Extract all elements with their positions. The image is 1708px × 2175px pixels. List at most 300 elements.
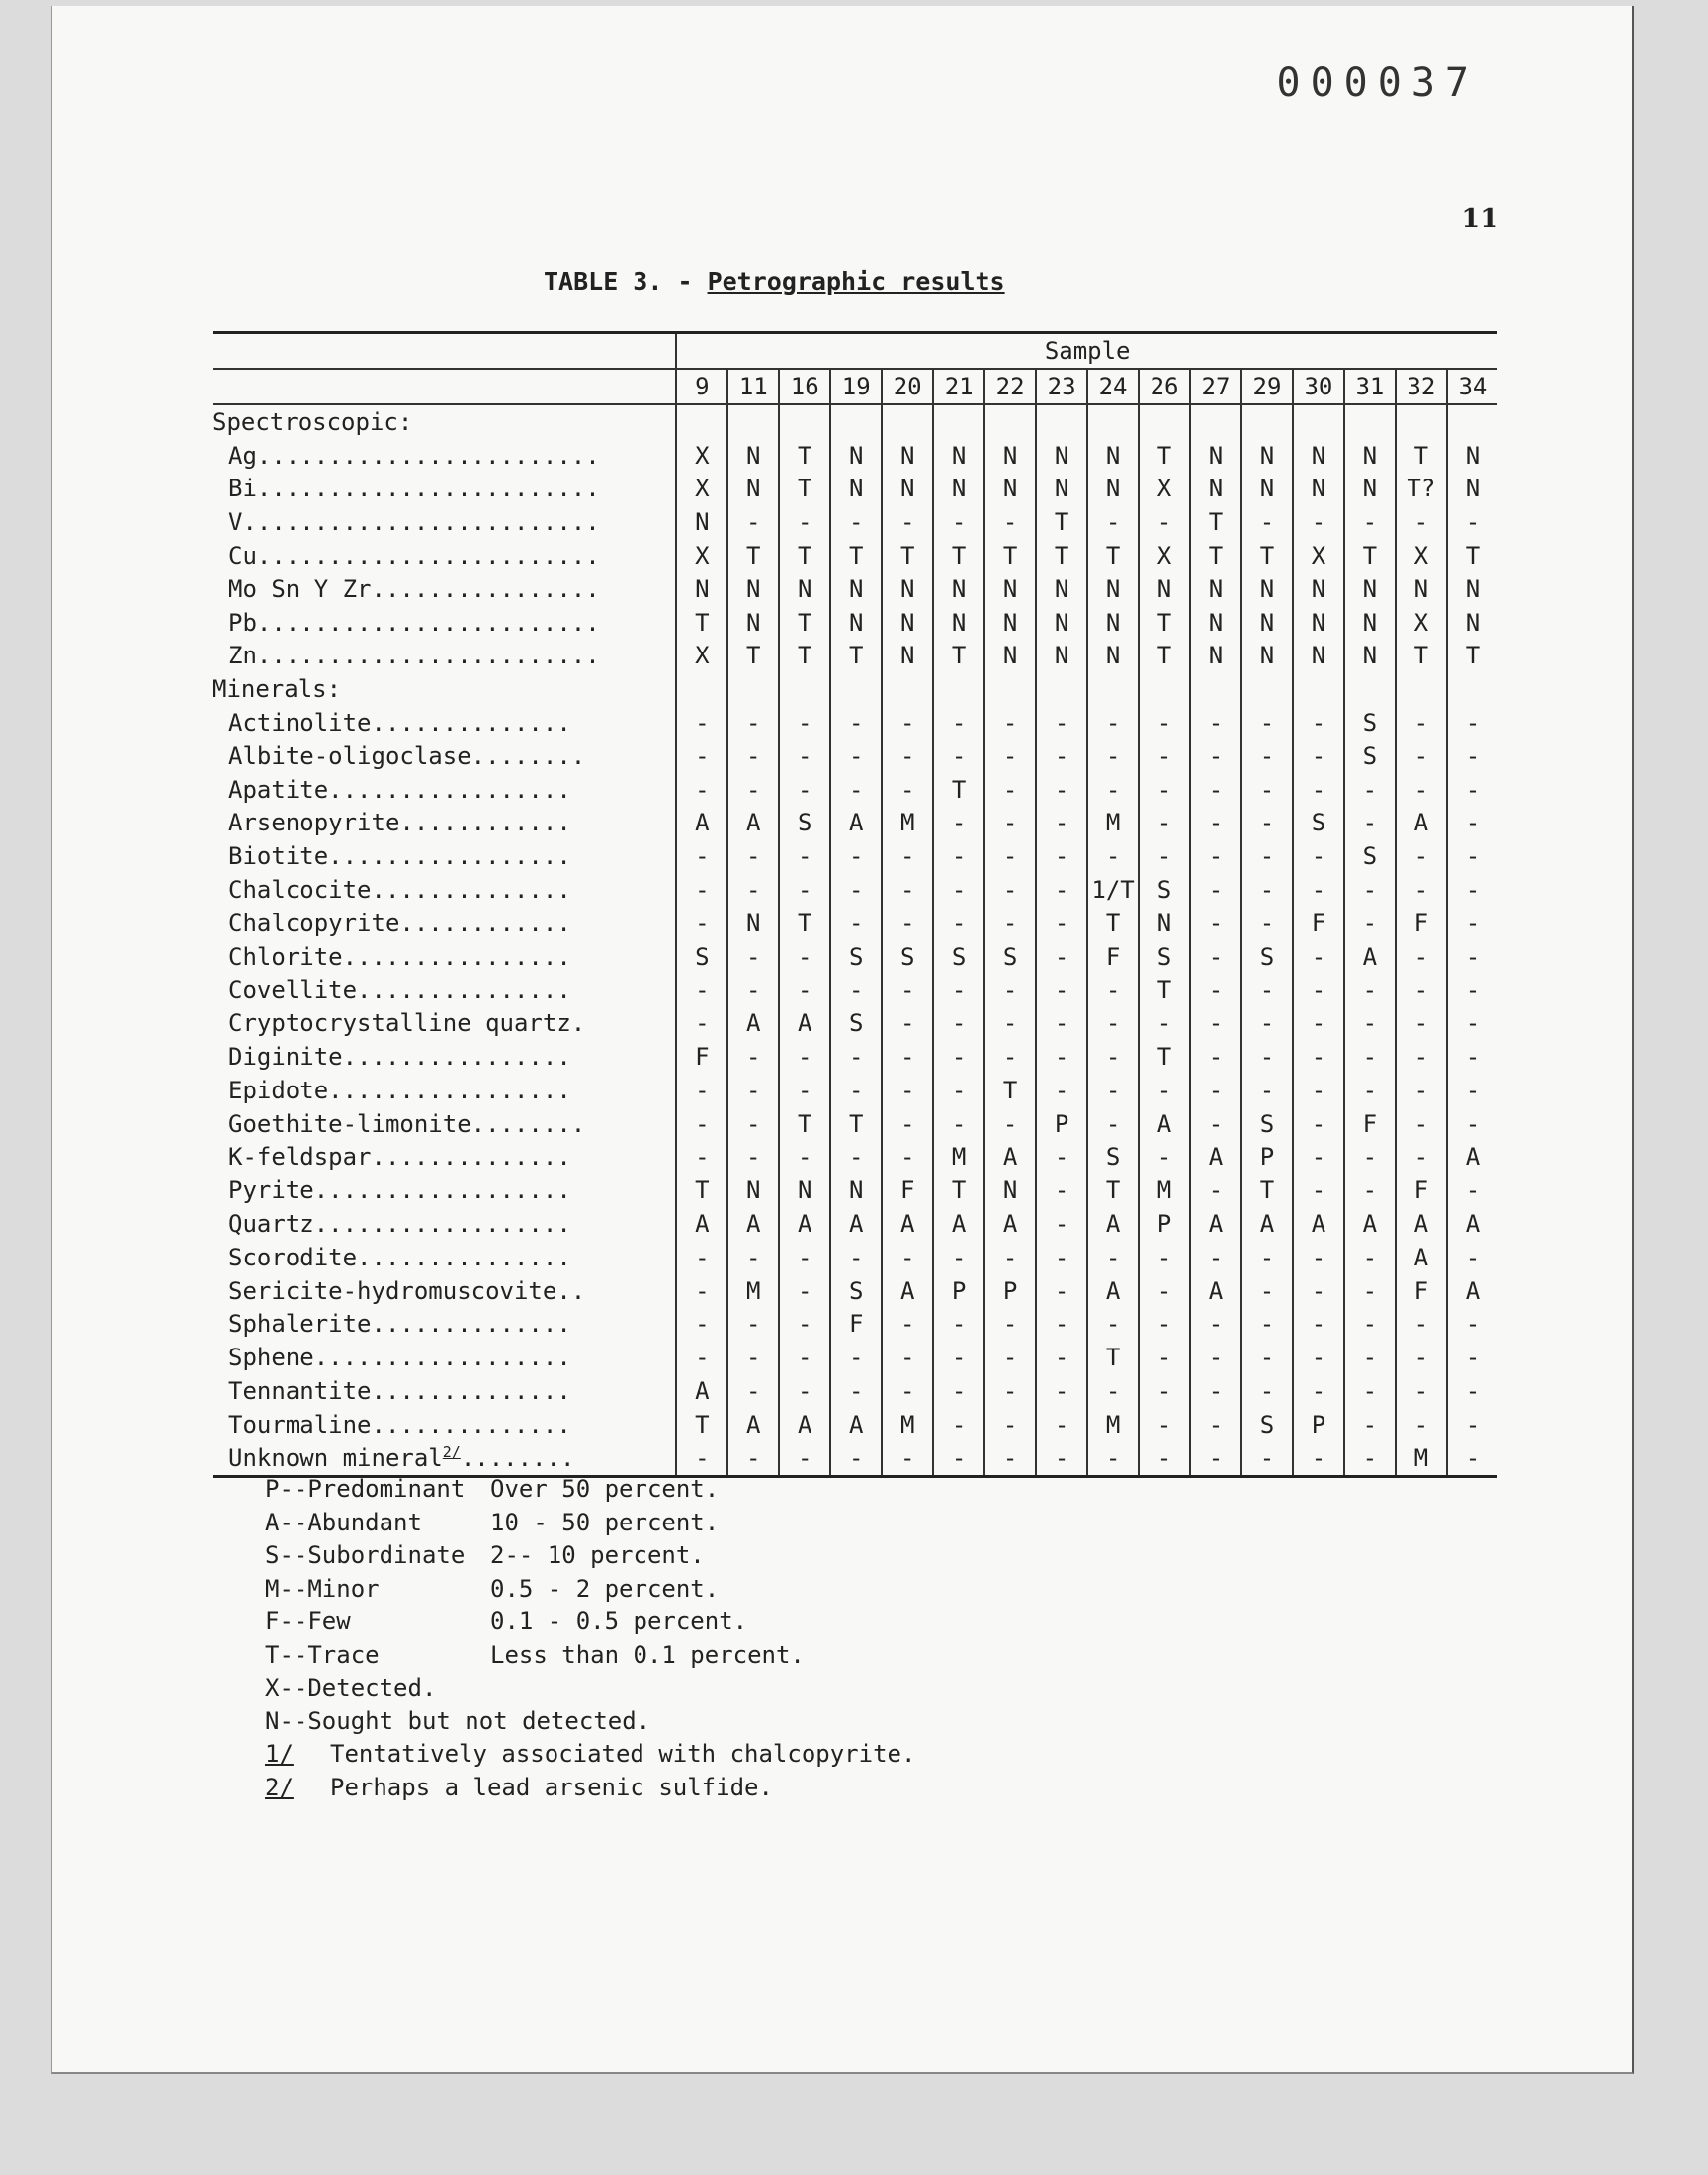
table-cell: - bbox=[1293, 940, 1344, 974]
table-cell: - bbox=[779, 1441, 830, 1476]
footnote-text: Perhaps a lead arsenic sulfide. bbox=[330, 1773, 773, 1801]
table-cell: A bbox=[830, 1408, 882, 1441]
row-label bbox=[213, 1308, 676, 1342]
table-cell: - bbox=[779, 1074, 830, 1107]
table-cell: - bbox=[1139, 1006, 1190, 1040]
empty-cell bbox=[1190, 404, 1241, 439]
table-cell: - bbox=[1396, 1408, 1447, 1441]
table-cell: - bbox=[1396, 1374, 1447, 1408]
table-cell: N bbox=[1190, 572, 1241, 606]
table-cell: N bbox=[1396, 572, 1447, 606]
table-cell: A bbox=[1087, 1274, 1139, 1308]
table-cell: - bbox=[676, 1107, 727, 1141]
table-cell: - bbox=[1396, 740, 1447, 773]
empty-cell bbox=[1087, 672, 1139, 706]
table-cell: - bbox=[1344, 1274, 1396, 1308]
table-cell: T bbox=[1087, 539, 1139, 572]
row-label-text: Covellite............... bbox=[228, 976, 571, 1004]
table-cell: - bbox=[1447, 1174, 1497, 1207]
table-cell: - bbox=[830, 1441, 882, 1476]
table-cell: - bbox=[1293, 1341, 1344, 1374]
legend-item bbox=[265, 1639, 915, 1673]
table-cell: N bbox=[882, 640, 933, 673]
table-cell: - bbox=[1447, 1341, 1497, 1374]
table-cell: N bbox=[1241, 640, 1293, 673]
table-cell: - bbox=[1344, 1141, 1396, 1174]
table-header-row bbox=[213, 333, 1497, 370]
row-label bbox=[213, 1374, 676, 1408]
sample-number: 16 bbox=[779, 369, 830, 404]
row-label bbox=[213, 1074, 676, 1107]
table-cell: N bbox=[727, 473, 779, 506]
table-cell: T bbox=[1139, 606, 1190, 640]
empty-cell bbox=[727, 404, 779, 439]
table-cell: N bbox=[1344, 439, 1396, 473]
table-cell: T bbox=[1241, 539, 1293, 572]
sample-number: 32 bbox=[1396, 369, 1447, 404]
table-cell: A bbox=[984, 1207, 1036, 1241]
table-cell: T bbox=[779, 439, 830, 473]
legend-code: S--Subordinate bbox=[265, 1541, 466, 1569]
table-cell: P bbox=[1036, 1107, 1087, 1141]
table-row bbox=[213, 1241, 1497, 1274]
table-cell: - bbox=[1190, 1241, 1241, 1274]
table-cell: - bbox=[676, 1441, 727, 1476]
table-cell: - bbox=[676, 873, 727, 907]
table-cell: A bbox=[933, 1207, 984, 1241]
row-label-text: Tourmaline.............. bbox=[228, 1410, 571, 1438]
table-cell: - bbox=[727, 1341, 779, 1374]
table-cell: T bbox=[1396, 640, 1447, 673]
table-cell: T bbox=[882, 539, 933, 572]
table-cell: A bbox=[830, 1207, 882, 1241]
table-cell: - bbox=[1139, 1374, 1190, 1408]
table-cell: - bbox=[984, 839, 1036, 873]
table-cell: - bbox=[933, 1408, 984, 1441]
table-cell: - bbox=[1139, 1141, 1190, 1174]
table-cell: - bbox=[1293, 1308, 1344, 1342]
table-cell: - bbox=[779, 873, 830, 907]
footnote-number: 1/ bbox=[265, 1740, 294, 1768]
table-cell: - bbox=[1036, 1241, 1087, 1274]
table-cell: - bbox=[1241, 773, 1293, 807]
table-cell: - bbox=[1036, 839, 1087, 873]
table-cell: - bbox=[1036, 1207, 1087, 1241]
row-label-text: Zn........................ bbox=[228, 642, 600, 670]
table-row bbox=[213, 807, 1497, 840]
table-cell: A bbox=[779, 1408, 830, 1441]
table-cell: - bbox=[1087, 839, 1139, 873]
legend-code: P--Predominant bbox=[265, 1475, 466, 1503]
row-label bbox=[213, 740, 676, 773]
row-label-text: V......................... bbox=[228, 508, 600, 537]
footnote-ref: 2/ bbox=[442, 1443, 461, 1462]
table-cell: A bbox=[984, 1141, 1036, 1174]
table-cell: N bbox=[1344, 473, 1396, 506]
table-cell: T bbox=[933, 640, 984, 673]
row-label bbox=[213, 1441, 676, 1476]
table-cell: - bbox=[1190, 807, 1241, 840]
table-cell: - bbox=[727, 1241, 779, 1274]
table-cell: N bbox=[984, 606, 1036, 640]
table-cell: - bbox=[1344, 974, 1396, 1007]
table-cell: P bbox=[1139, 1207, 1190, 1241]
empty-cell bbox=[1036, 404, 1087, 439]
table-cell: - bbox=[1447, 1107, 1497, 1141]
table-cell: - bbox=[1087, 1308, 1139, 1342]
legend-item bbox=[265, 1606, 915, 1639]
table-cell: - bbox=[1293, 1374, 1344, 1408]
table-cell: - bbox=[984, 1040, 1036, 1074]
table-cell: T bbox=[933, 539, 984, 572]
table-cell: - bbox=[933, 1374, 984, 1408]
table-title-prefix: TABLE 3. - bbox=[544, 267, 693, 296]
petrographic-table bbox=[213, 331, 1497, 1478]
table-cell: - bbox=[1447, 706, 1497, 740]
table-cell: - bbox=[779, 1141, 830, 1174]
table-cell: N bbox=[727, 572, 779, 606]
table-cell: T bbox=[779, 473, 830, 506]
table-cell: F bbox=[1344, 1107, 1396, 1141]
table-cell: N bbox=[933, 439, 984, 473]
row-label-text: Quartz.................. bbox=[228, 1210, 571, 1239]
sample-header: Sample bbox=[676, 333, 1497, 370]
table-cell: X bbox=[676, 473, 727, 506]
table-cell: - bbox=[1396, 940, 1447, 974]
table-cell: T bbox=[984, 539, 1036, 572]
table-cell: - bbox=[676, 740, 727, 773]
table-cell: A bbox=[882, 1207, 933, 1241]
table-cell: T bbox=[1087, 1341, 1139, 1374]
table-cell: P bbox=[1241, 1141, 1293, 1174]
table-row bbox=[213, 1441, 1497, 1476]
table-cell: N bbox=[779, 1174, 830, 1207]
empty-cell bbox=[933, 404, 984, 439]
table-cell: - bbox=[830, 1241, 882, 1274]
table-cell: - bbox=[984, 1107, 1036, 1141]
table-cell: - bbox=[984, 1374, 1036, 1408]
table-cell: A bbox=[727, 1408, 779, 1441]
table-cell: A bbox=[1087, 1207, 1139, 1241]
table-cell: - bbox=[1447, 1374, 1497, 1408]
table-cell: N bbox=[1190, 473, 1241, 506]
table-cell: T bbox=[676, 606, 727, 640]
legend-range: Less than 0.1 percent. bbox=[490, 1640, 805, 1669]
sample-number: 30 bbox=[1293, 369, 1344, 404]
table-cell: - bbox=[984, 807, 1036, 840]
table-cell: - bbox=[1344, 907, 1396, 940]
table-cell: A bbox=[1344, 1207, 1396, 1241]
table-cell: - bbox=[1396, 706, 1447, 740]
table-cell: - bbox=[1396, 1341, 1447, 1374]
table-cell: - bbox=[984, 505, 1036, 539]
table-cell: - bbox=[933, 706, 984, 740]
table-cell: - bbox=[779, 1374, 830, 1408]
table-cell: - bbox=[882, 1006, 933, 1040]
table-cell: - bbox=[1241, 740, 1293, 773]
table-cell: - bbox=[1344, 505, 1396, 539]
table-cell: - bbox=[1087, 1107, 1139, 1141]
legend-range: 0.5 - 2 percent. bbox=[490, 1574, 720, 1603]
footnote bbox=[265, 1738, 915, 1772]
table-cell: T bbox=[779, 907, 830, 940]
row-label bbox=[213, 473, 676, 506]
table-cell: - bbox=[727, 740, 779, 773]
empty-cell bbox=[1344, 404, 1396, 439]
table-cell: A bbox=[676, 1207, 727, 1241]
table-cell: - bbox=[1036, 1341, 1087, 1374]
table-cell: - bbox=[1087, 1040, 1139, 1074]
table-cell: - bbox=[830, 873, 882, 907]
table-cell: N bbox=[1241, 572, 1293, 606]
legend-item bbox=[265, 1573, 915, 1607]
table-cell: T bbox=[1447, 640, 1497, 673]
table-cell: - bbox=[1087, 1241, 1139, 1274]
table-cell: - bbox=[1087, 1074, 1139, 1107]
table-cell: T? bbox=[1396, 473, 1447, 506]
table-cell: M bbox=[1087, 1408, 1139, 1441]
sample-number-row bbox=[213, 369, 1497, 404]
table-cell: - bbox=[676, 773, 727, 807]
table-cell: F bbox=[1396, 1174, 1447, 1207]
table-cell: - bbox=[882, 839, 933, 873]
table-cell: S bbox=[1344, 706, 1396, 740]
table-cell: A bbox=[1241, 1207, 1293, 1241]
table-cell: - bbox=[1087, 974, 1139, 1007]
empty-cell bbox=[779, 672, 830, 706]
table-cell: - bbox=[727, 1074, 779, 1107]
table-cell: - bbox=[1344, 773, 1396, 807]
table-cell: F bbox=[676, 1040, 727, 1074]
row-label bbox=[213, 907, 676, 940]
table-cell: - bbox=[727, 974, 779, 1007]
table-cell: - bbox=[1447, 1308, 1497, 1342]
table-cell: - bbox=[676, 839, 727, 873]
table-cell: - bbox=[882, 505, 933, 539]
row-label bbox=[213, 807, 676, 840]
row-label-text: Actinolite.............. bbox=[228, 709, 571, 738]
table-cell: - bbox=[1241, 1441, 1293, 1476]
row-label-text: Chlorite................ bbox=[228, 942, 571, 971]
table-cell: - bbox=[984, 974, 1036, 1007]
table-cell: S bbox=[1293, 807, 1344, 840]
row-label-text: Diginite................ bbox=[228, 1043, 571, 1072]
table-cell: - bbox=[779, 839, 830, 873]
table-row bbox=[213, 1107, 1497, 1141]
table-cell: - bbox=[1447, 807, 1497, 840]
table-cell: - bbox=[1036, 974, 1087, 1007]
table-cell: - bbox=[1036, 1174, 1087, 1207]
table-cell: S bbox=[1139, 873, 1190, 907]
table-cell: - bbox=[1447, 1040, 1497, 1074]
table-cell: - bbox=[933, 1441, 984, 1476]
table-row bbox=[213, 1174, 1497, 1207]
row-label-text: Sericite-hydromuscovite.. bbox=[228, 1276, 586, 1305]
table-cell: - bbox=[779, 1040, 830, 1074]
table-cell: - bbox=[882, 740, 933, 773]
legend-code: F--Few bbox=[265, 1608, 351, 1635]
table-cell: N bbox=[1241, 439, 1293, 473]
table-cell: N bbox=[1036, 473, 1087, 506]
table-cell: - bbox=[1293, 1141, 1344, 1174]
table-cell: - bbox=[1139, 1074, 1190, 1107]
table-cell: - bbox=[933, 1040, 984, 1074]
table-cell: - bbox=[1087, 1374, 1139, 1408]
table-row bbox=[213, 839, 1497, 873]
table-row bbox=[213, 1374, 1497, 1408]
empty-cell bbox=[779, 404, 830, 439]
table-cell: - bbox=[779, 1274, 830, 1308]
table-cell: - bbox=[1036, 1308, 1087, 1342]
table-cell: T bbox=[1087, 907, 1139, 940]
table-cell: - bbox=[1087, 1441, 1139, 1476]
table-cell: S bbox=[830, 1006, 882, 1040]
group-row bbox=[213, 404, 1497, 439]
table-cell: N bbox=[933, 606, 984, 640]
table-cell: A bbox=[1190, 1274, 1241, 1308]
empty-cell bbox=[933, 672, 984, 706]
row-label-text: Pyrite.................. bbox=[228, 1176, 571, 1205]
row-label bbox=[213, 1207, 676, 1241]
footnote-number: 2/ bbox=[265, 1773, 294, 1801]
sample-number: 9 bbox=[676, 369, 727, 404]
table-cell: - bbox=[676, 1241, 727, 1274]
group-row bbox=[213, 672, 1497, 706]
table-cell: A bbox=[1190, 1141, 1241, 1174]
table-cell: N bbox=[1293, 640, 1344, 673]
table-cell: - bbox=[882, 1341, 933, 1374]
table-row bbox=[213, 974, 1497, 1007]
table-cell: N bbox=[933, 572, 984, 606]
row-label-text: Bi........................ bbox=[228, 475, 600, 503]
table-cell: X bbox=[676, 640, 727, 673]
table-cell: - bbox=[882, 1074, 933, 1107]
table-cell: - bbox=[1139, 773, 1190, 807]
table-cell: - bbox=[1087, 505, 1139, 539]
table-cell: - bbox=[830, 1341, 882, 1374]
table-cell: N bbox=[1036, 439, 1087, 473]
empty-cell bbox=[676, 672, 727, 706]
table-cell: - bbox=[727, 940, 779, 974]
table-cell: - bbox=[1190, 773, 1241, 807]
table-cell: T bbox=[779, 1107, 830, 1141]
table-cell: N bbox=[830, 572, 882, 606]
table-cell: N bbox=[1344, 606, 1396, 640]
table-cell: T bbox=[984, 1074, 1036, 1107]
group-label: Minerals: bbox=[213, 675, 342, 704]
row-label-text: Cu........................ bbox=[228, 542, 600, 570]
table-cell: T bbox=[1139, 439, 1190, 473]
table-cell: X bbox=[1293, 539, 1344, 572]
table-cell: - bbox=[1190, 1374, 1241, 1408]
table-cell: A bbox=[779, 1207, 830, 1241]
table-cell: N bbox=[1087, 606, 1139, 640]
legend-range: Over 50 percent. bbox=[490, 1475, 720, 1503]
table-cell: N bbox=[1190, 606, 1241, 640]
table-cell: S bbox=[1241, 1107, 1293, 1141]
table-cell: - bbox=[1087, 773, 1139, 807]
table-cell: - bbox=[1139, 1341, 1190, 1374]
table-cell: N bbox=[882, 473, 933, 506]
table-cell: T bbox=[1139, 1040, 1190, 1074]
footnote-text: Tentatively associated with chalcopyrite. bbox=[330, 1740, 916, 1768]
table-cell: A bbox=[1396, 1241, 1447, 1274]
table-row bbox=[213, 473, 1497, 506]
table-cell: - bbox=[933, 1308, 984, 1342]
table-cell: - bbox=[1344, 1074, 1396, 1107]
row-label bbox=[213, 1174, 676, 1207]
table-cell: - bbox=[1241, 1006, 1293, 1040]
table-cell: A bbox=[1447, 1141, 1497, 1174]
legend bbox=[265, 1473, 915, 1804]
row-label bbox=[213, 1107, 676, 1141]
table-cell: - bbox=[1190, 839, 1241, 873]
table-cell: S bbox=[1344, 740, 1396, 773]
table-cell: F bbox=[1396, 907, 1447, 940]
table-cell: - bbox=[779, 773, 830, 807]
table-row bbox=[213, 539, 1497, 572]
table-cell: A bbox=[727, 1207, 779, 1241]
table-cell: - bbox=[933, 1341, 984, 1374]
table-cell: - bbox=[779, 706, 830, 740]
table-cell: - bbox=[1241, 706, 1293, 740]
table-cell: - bbox=[779, 974, 830, 1007]
legend-item bbox=[265, 1672, 915, 1705]
table-cell: - bbox=[1190, 1006, 1241, 1040]
table-cell: - bbox=[1293, 1174, 1344, 1207]
table-cell: N bbox=[984, 473, 1036, 506]
table-cell: N bbox=[984, 1174, 1036, 1207]
table-cell: - bbox=[1293, 706, 1344, 740]
table-cell: N bbox=[830, 1174, 882, 1207]
table-cell: N bbox=[1447, 473, 1497, 506]
legend-range: 10 - 50 percent. bbox=[490, 1508, 720, 1536]
table-cell: - bbox=[1344, 873, 1396, 907]
table-cell: A bbox=[1447, 1207, 1497, 1241]
table-cell: - bbox=[1396, 873, 1447, 907]
table-cell: - bbox=[1396, 1141, 1447, 1174]
empty-cell bbox=[984, 404, 1036, 439]
legend-code: N--Sought but not detected. bbox=[265, 1706, 651, 1735]
empty-cell bbox=[1087, 404, 1139, 439]
table-cell: T bbox=[830, 640, 882, 673]
legend-code: A--Abundant bbox=[265, 1508, 422, 1536]
table-cell: A bbox=[1396, 807, 1447, 840]
table-cell: S bbox=[830, 1274, 882, 1308]
row-label bbox=[213, 539, 676, 572]
table-cell: T bbox=[676, 1408, 727, 1441]
table-row bbox=[213, 640, 1497, 673]
empty-cell bbox=[984, 672, 1036, 706]
table-cell: - bbox=[882, 1308, 933, 1342]
row-label-text: Cryptocrystalline quartz. bbox=[228, 1009, 586, 1038]
table-cell: N bbox=[882, 572, 933, 606]
table-cell: - bbox=[1241, 1241, 1293, 1274]
table-cell: - bbox=[727, 1040, 779, 1074]
legend-code: T--Trace bbox=[265, 1640, 380, 1669]
table-cell: - bbox=[676, 1141, 727, 1174]
row-label bbox=[213, 873, 676, 907]
table-cell: - bbox=[1396, 1107, 1447, 1141]
table-cell: - bbox=[933, 1006, 984, 1040]
table-body bbox=[213, 404, 1497, 1476]
legend-item bbox=[265, 1507, 915, 1540]
table-cell: T bbox=[1190, 505, 1241, 539]
table-cell: - bbox=[1139, 839, 1190, 873]
table-cell: T bbox=[1036, 539, 1087, 572]
table-cell: - bbox=[882, 974, 933, 1007]
table-row bbox=[213, 740, 1497, 773]
